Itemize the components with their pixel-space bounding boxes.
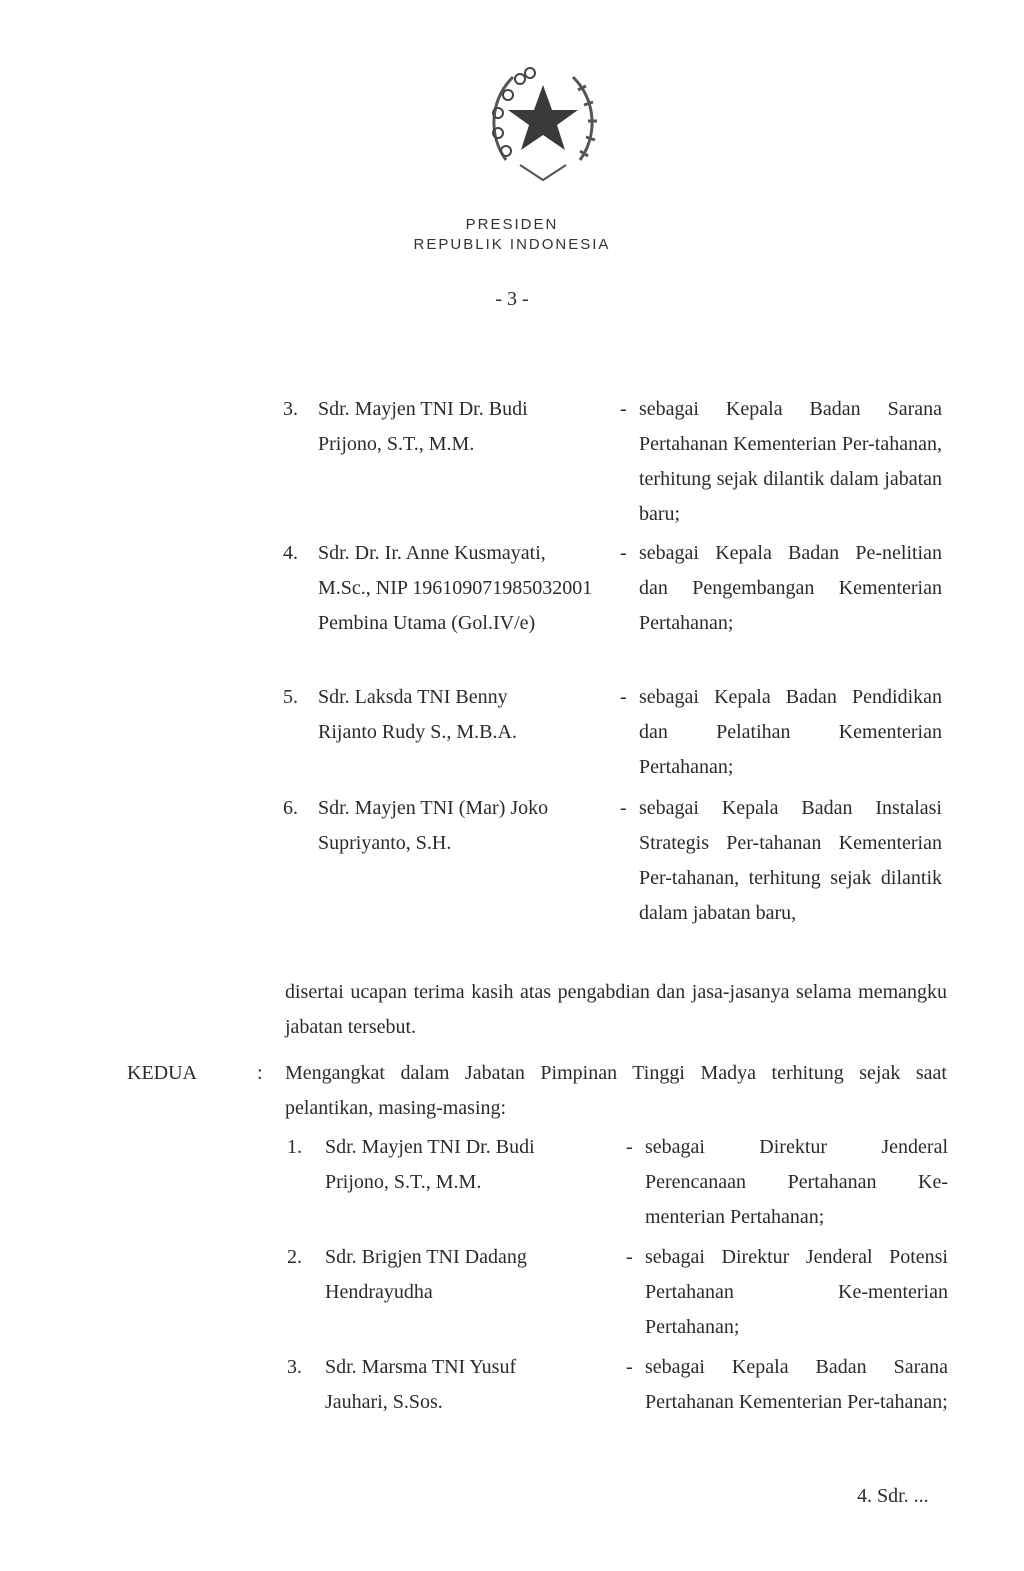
list-item-number: 2. <box>287 1246 302 1268</box>
list-item-dash: - <box>626 1246 633 1268</box>
list-item-dash: - <box>620 797 627 819</box>
list-item-name: Sdr. Brigjen TNI Dadang Hendrayudha <box>325 1246 527 1303</box>
presidential-emblem <box>468 55 618 195</box>
list-item-description: sebagai Kepala Badan Pendidikan dan Pelatihan Kementerian Pertahanan; <box>639 686 942 778</box>
list-item-name: Sdr. Marsma TNI Yusuf Jauhari, S.Sos. <box>325 1356 517 1413</box>
list-item-number: 6. <box>283 797 298 819</box>
list-item-description: sebagai Kepala Badan Pe-nelitian dan Pengembangan Kementerian Pertahanan; <box>639 542 942 634</box>
page-number: - 3 - <box>495 288 529 310</box>
list-item-description: sebagai Kepala Badan Instalasi Strategis Per-tahanan Kementerian Per-tahanan, terhitung sejak dilantik dalam jabatan baru, <box>639 797 942 924</box>
list-item-name: Sdr. Laksda TNI Benny Rijanto Rudy S., M.B.A. <box>318 686 517 743</box>
list-item-name: Sdr. Mayjen TNI Dr. Budi Prijono, S.T., M.M. <box>318 398 528 455</box>
list-item-description: sebagai Kepala Badan Sarana Pertahanan Kementerian Per-tahanan; <box>645 1356 948 1413</box>
list-item-name: Sdr. Mayjen TNI Dr. Budi Prijono, S.T., M.M. <box>325 1136 535 1193</box>
list-item-number: 1. <box>287 1136 302 1158</box>
list-item-number: 4. <box>283 542 298 564</box>
next-page-reference: 4. Sdr. ... <box>857 1485 929 1507</box>
closing-paragraph: disertai ucapan terima kasih atas pengabdian dan jasa-jasanya selama memangku jabatan tersebut. <box>285 981 947 1038</box>
list-item-dash: - <box>626 1136 633 1158</box>
list-item-description: sebagai Direktur Jenderal Potensi Pertahanan Ke-menterian Pertahanan; <box>645 1246 948 1338</box>
section-label-kedua: KEDUA <box>127 1062 197 1084</box>
list-item-description: sebagai Kepala Badan Sarana Pertahanan Kementerian Per-tahanan, terhitung sejak dilantik dalam jabatan baru; <box>639 398 942 525</box>
header-title-republik: REPUBLIK INDONESIA <box>413 236 611 253</box>
list-item-number: 3. <box>287 1356 302 1378</box>
list-item-dash: - <box>620 686 627 708</box>
list-item-name: Sdr. Mayjen TNI (Mar) Joko Supriyanto, S.H. <box>318 797 549 854</box>
section-colon: : <box>257 1062 263 1084</box>
list-item-dash: - <box>620 542 627 564</box>
list-item-dash: - <box>620 398 627 420</box>
list-item-description: sebagai Direktur Jenderal Perencanaan Pertahanan Ke-menterian Pertahanan; <box>645 1136 948 1228</box>
kedua-paragraph: Mengangkat dalam Jabatan Pimpinan Tinggi Madya terhitung sejak saat pelantikan, masing-masing: <box>285 1062 947 1119</box>
list-item-name: Sdr. Dr. Ir. Anne Kusmayati, M.Sc., NIP 196109071985032001 Pembina Utama (Gol.IV/e) <box>318 542 593 634</box>
header-title-presiden: PRESIDEN <box>465 216 559 233</box>
list-item-number: 3. <box>283 398 298 420</box>
list-item-dash: - <box>626 1356 633 1378</box>
list-item-number: 5. <box>283 686 298 708</box>
